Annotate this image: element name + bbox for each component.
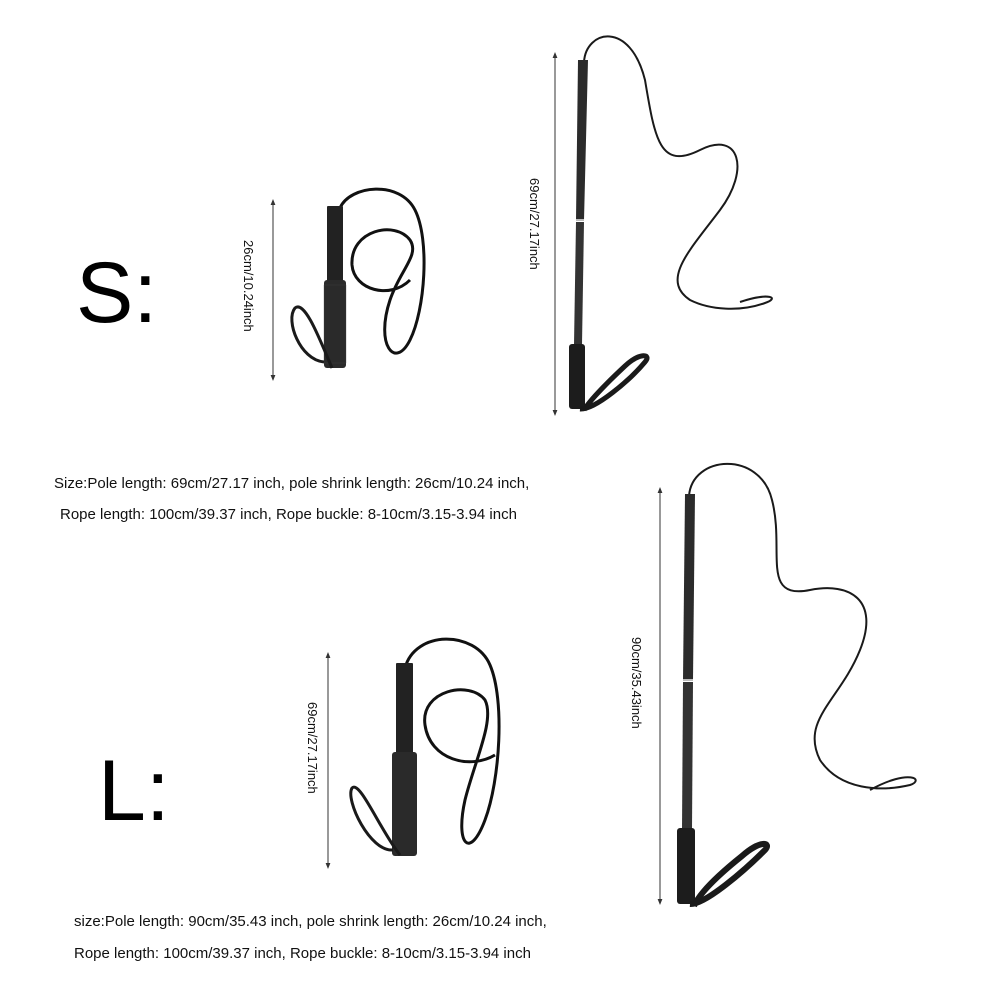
small-shrunk-pole (273, 189, 424, 378)
dim-label-large-shrink: 69cm/27.17inch (305, 702, 320, 794)
large-extended-pole (660, 464, 916, 906)
spec-large-line1: size:Pole length: 90cm/35.43 inch, pole shrink length: 26cm/10.24 inch, (74, 913, 547, 930)
spec-large-line2: Rope length: 100cm/39.37 inch, Rope buckle: 8-10cm/3.15-3.94 inch (74, 945, 531, 962)
size-label-small: S: (76, 245, 158, 341)
dim-label-small-full: 69cm/27.17inch (527, 178, 542, 270)
spec-small-line2: Rope length: 100cm/39.37 inch, Rope buckle: 8-10cm/3.15-3.94 inch (60, 506, 517, 523)
dim-label-small-shrink: 26cm/10.24inch (241, 240, 256, 332)
dim-label-large-full: 90cm/35.43inch (629, 637, 644, 729)
small-extended-pole (555, 36, 772, 413)
spec-small-line1: Size:Pole length: 69cm/27.17 inch, pole shrink length: 26cm/10.24 inch, (54, 475, 530, 492)
large-shrunk-pole (328, 639, 499, 866)
size-label-large: L: (98, 743, 170, 839)
